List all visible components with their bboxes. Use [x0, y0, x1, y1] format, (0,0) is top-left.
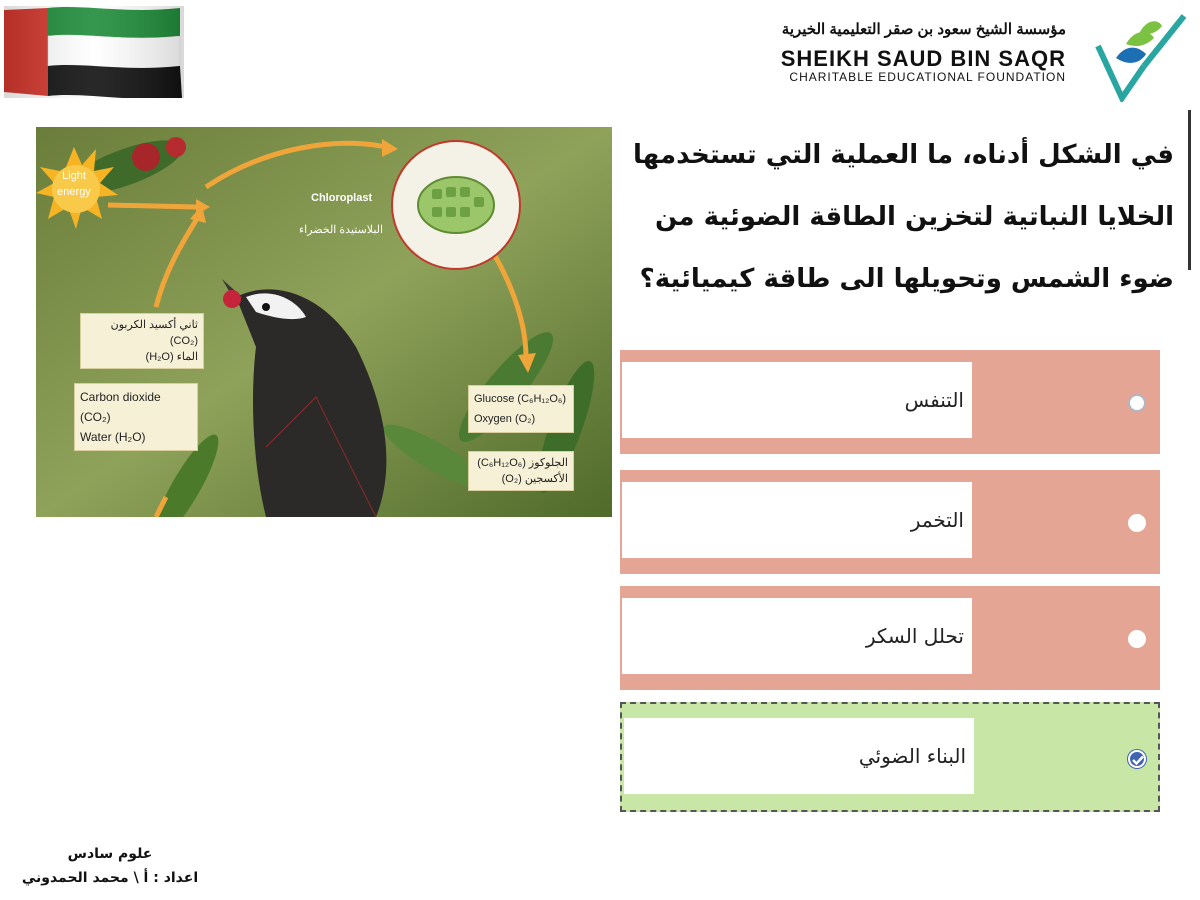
- outputs-en-box: [468, 385, 574, 433]
- outputs-ar-glucose: الجلوكوز (C₆H₁₂O₆): [477, 457, 568, 469]
- radio-button[interactable]: [1128, 394, 1146, 412]
- radio-checked-icon[interactable]: [1128, 750, 1146, 768]
- inputs-en-water: Water (H₂O): [80, 430, 146, 444]
- radio-button[interactable]: [1128, 630, 1146, 648]
- outputs-en-oxygen: Oxygen (O₂): [474, 413, 536, 425]
- option-label-box: [622, 362, 972, 438]
- option-label-box: [622, 482, 972, 558]
- option-photosynthesis[interactable]: [620, 702, 1160, 812]
- photosynthesis-figure: [36, 127, 612, 517]
- option-fermentation[interactable]: [620, 470, 1160, 574]
- logo-arabic-text: مؤسسة الشيخ سعود بن صقر التعليمية الخيرية: [781, 21, 1066, 38]
- inputs-ar-co2: ثاني أكسيد الكربون (CO₂): [110, 319, 198, 347]
- inputs-ar-water: الماء (H₂O): [145, 351, 198, 363]
- outputs-ar-oxygen: الأكسجين (O₂): [501, 473, 568, 485]
- book-leaf-logo-icon: [1084, 6, 1188, 102]
- option-label: التخمر: [910, 508, 964, 532]
- chloroplast-en-label: Chloroplast: [311, 192, 373, 204]
- option-label: البناء الضوئي: [858, 744, 966, 768]
- footer-subject: علوم سادس: [67, 846, 153, 862]
- inputs-en-co2: Carbon dioxide (CO₂): [80, 390, 161, 424]
- option-label-box: [624, 718, 974, 794]
- inputs-en-box: [74, 383, 198, 451]
- option-respiration[interactable]: [620, 350, 1160, 454]
- logo-english-subtitle: CHARITABLE EDUCATIONAL FOUNDATION: [789, 70, 1066, 84]
- radio-button[interactable]: [1128, 514, 1146, 532]
- inputs-ar-box: [80, 313, 204, 369]
- footer-credits: [10, 842, 210, 890]
- option-label: التنفس: [904, 388, 964, 412]
- light-energy-label: Light energy: [57, 170, 91, 198]
- foundation-logo: [780, 6, 1192, 106]
- question-box: [618, 110, 1191, 294]
- uae-flag-image: [4, 6, 184, 98]
- option-label: تحلل السكر: [865, 624, 964, 648]
- logo-english-title: SHEIKH SAUD BIN SAQR: [780, 46, 1066, 71]
- outputs-en-glucose: Glucose (C₆H₁₂O₆): [474, 393, 567, 405]
- option-glycolysis[interactable]: [620, 586, 1160, 690]
- chloroplast-ar-label: البلاستيدة الخضراء: [299, 224, 384, 236]
- outputs-ar-box: [468, 451, 574, 491]
- footer-author: اعداد : أ \ محمد الحمدوني: [21, 870, 199, 886]
- question-text: في الشكل أدناه، ما العملية التي تستخدمها الخلايا النباتية لتخزين الطاقة الضوئية من ضوء الشمس وتحويلها الى طاقة كيميائية؟: [633, 140, 1174, 294]
- option-label-box: [622, 598, 972, 674]
